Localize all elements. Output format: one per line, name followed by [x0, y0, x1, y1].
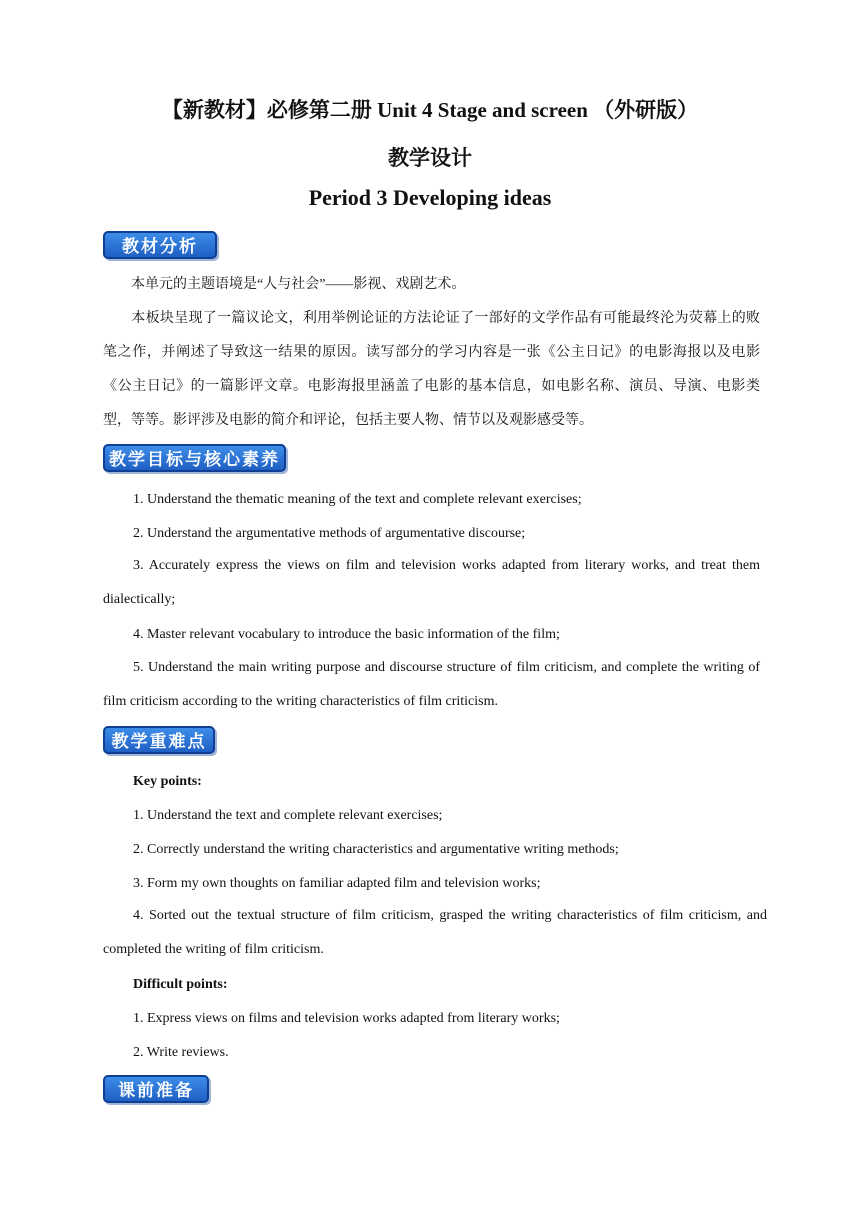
- analysis-text-1: 本单元的主题语境是“人与社会”——影视、戏剧艺术。: [131, 277, 466, 292]
- objective-item-text: 3. Accurately express the views on film and television works adapted from literary works, and treat them dialectically;: [103, 558, 760, 607]
- difficult-point-item: 1. Express views on films and television works adapted from literary works;: [133, 1011, 560, 1026]
- analysis-paragraph-2: [103, 302, 760, 438]
- section-badge-key-points: 教学重难点: [103, 726, 215, 754]
- difficult-points-label: Difficult points:: [133, 977, 228, 992]
- analysis-text-2: 本板块呈现了一篇议论文，利用举例论证的方法论证了一部好的文学作品有可能最终沦为荧幕上的败笔之作，并阐述了导致这一结果的原因。读写部分的学习内容是一张《公主日记》的电影海报以及电影《公主日记》的一篇影评文章。电影海报里涵盖了电影的基本信息，如电影名称、演员、导演、电影类型，等等。影评涉及电影的简介和评论，包括主要人物、情节以及观影感受等。: [103, 311, 760, 428]
- section-badge-preparation: 课前准备: [103, 1075, 209, 1103]
- key-point-item: 1. Understand the text and complete relevant exercises;: [133, 808, 443, 823]
- difficult-point-item: 2. Write reviews.: [133, 1045, 229, 1060]
- key-point-item: [103, 899, 767, 967]
- objective-item: 1. Understand the thematic meaning of the text and complete relevant exercises;: [133, 492, 582, 507]
- section-badge-objectives: 教学目标与核心素养: [103, 444, 286, 472]
- analysis-paragraph-1: [103, 268, 760, 302]
- objective-item-text: 5. Understand the main writing purpose and discourse structure of film criticism, and complete the writing of film criticism according to the writing characteristics of film criticism.: [103, 660, 760, 709]
- key-point-item-text: 4. Sorted out the textual structure of film criticism, grasped the writing characteristics of film criticism, and completed the writing of film criticism.: [103, 908, 767, 957]
- key-point-item: 2. Correctly understand the writing characteristics and argumentative writing methods;: [133, 842, 619, 857]
- section-badge-analysis: 教材分析: [103, 231, 217, 259]
- objective-item: [103, 549, 760, 617]
- document-title: 【新教材】必修第二册 Unit 4 Stage and screen （外研版）: [161, 98, 699, 122]
- objective-item: [103, 651, 760, 719]
- document-subtitle: 教学设计: [388, 146, 472, 170]
- objective-item: 2. Understand the argumentative methods of argumentative discourse;: [133, 526, 526, 541]
- key-points-label: Key points:: [133, 774, 202, 789]
- key-point-item: 3. Form my own thoughts on familiar adapted film and television works;: [133, 876, 541, 891]
- objective-item: 4. Master relevant vocabulary to introduce the basic information of the film;: [133, 627, 560, 642]
- period-title: Period 3 Developing ideas: [308, 185, 552, 210]
